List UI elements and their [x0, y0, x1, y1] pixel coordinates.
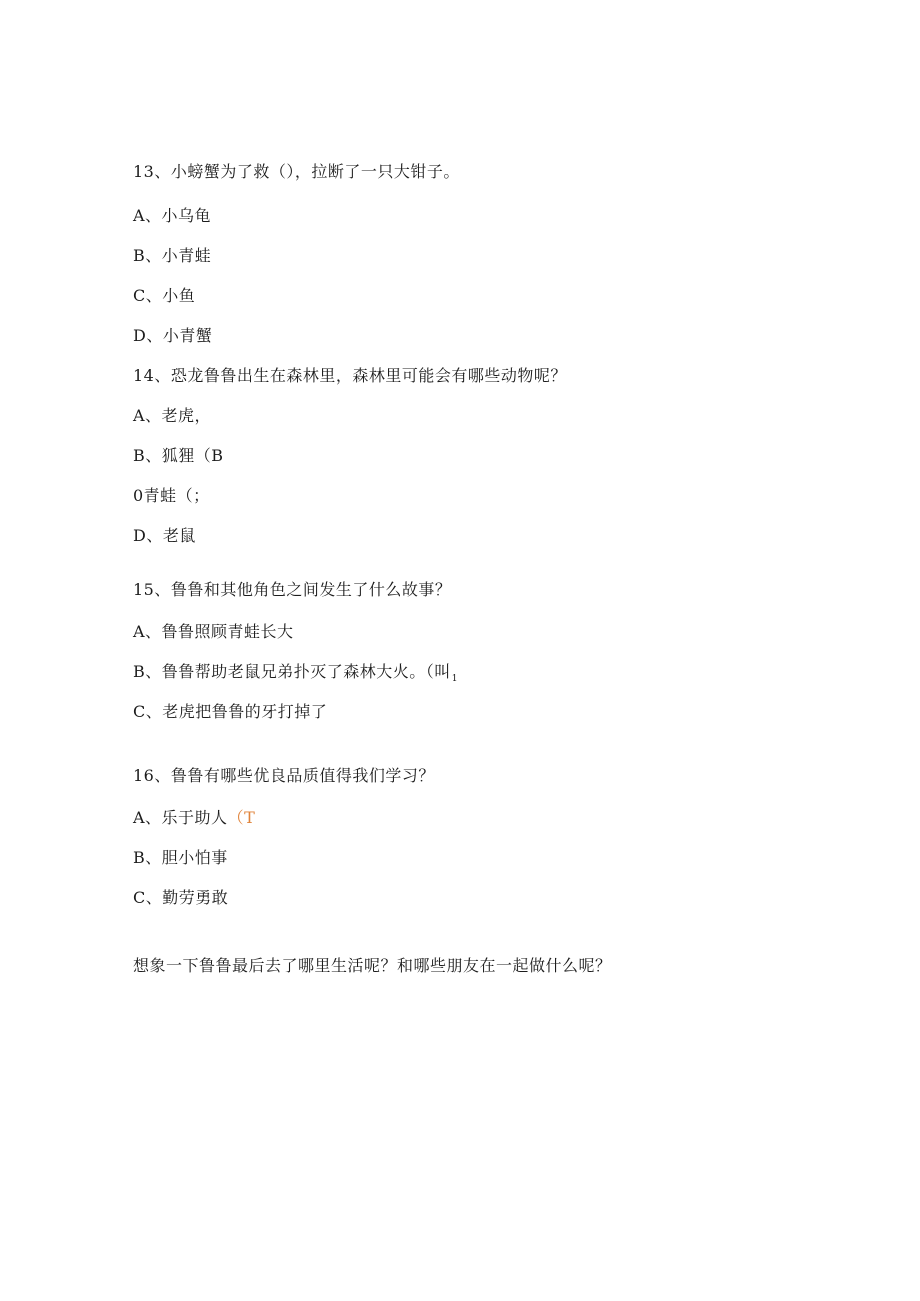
q13-option-c: C、小鱼 [133, 286, 196, 305]
q16-option-a-mark: （T [227, 808, 256, 827]
q13-option-a: A、小乌龟 [133, 206, 212, 225]
q16-option-a [133, 808, 255, 828]
question-16: 16、鲁鲁有哪些优良品质值得我们学习？ [133, 766, 435, 785]
q14-option-d: D、老鼠 [133, 526, 196, 545]
question-15: 15、鲁鲁和其他角色之间发生了什么故事？ [133, 580, 452, 599]
q15-option-a: A、鲁鲁照顾青蛙长大 [133, 622, 294, 641]
q15-option-b [133, 662, 458, 689]
q16-option-c: C、勤劳勇敢 [133, 888, 229, 907]
q14-option-c: 0青蛙（； [133, 486, 210, 505]
q15-option-b-text: B、鲁鲁帮助老鼠兄弟扑灭了森林大火。（叫 [133, 662, 451, 681]
q14-option-b: B、狐狸（B [133, 446, 224, 465]
question-13: 13、小螃蟹为了救（），拉断了一只大钳子。 [133, 162, 460, 181]
q13-option-d: D、小青蟹 [133, 326, 213, 345]
q16-option-b: B、胆小怕事 [133, 848, 228, 867]
q16-option-a-text: A、乐于助人 [133, 808, 228, 827]
q15-option-b-mark: 1 [451, 674, 458, 684]
q13-option-b: B、小青蛙 [133, 246, 212, 265]
q15-option-c: C、老虎把鲁鲁的牙打掉了 [133, 702, 328, 721]
closing-prompt: 想象一下鲁鲁最后去了哪里生活呢？和哪些朋友在一起做什么呢？ [133, 956, 612, 975]
question-14: 14、恐龙鲁鲁出生在森林里，森林里可能会有哪些动物呢？ [133, 366, 567, 385]
q14-option-a: A、老虎， [133, 406, 212, 425]
